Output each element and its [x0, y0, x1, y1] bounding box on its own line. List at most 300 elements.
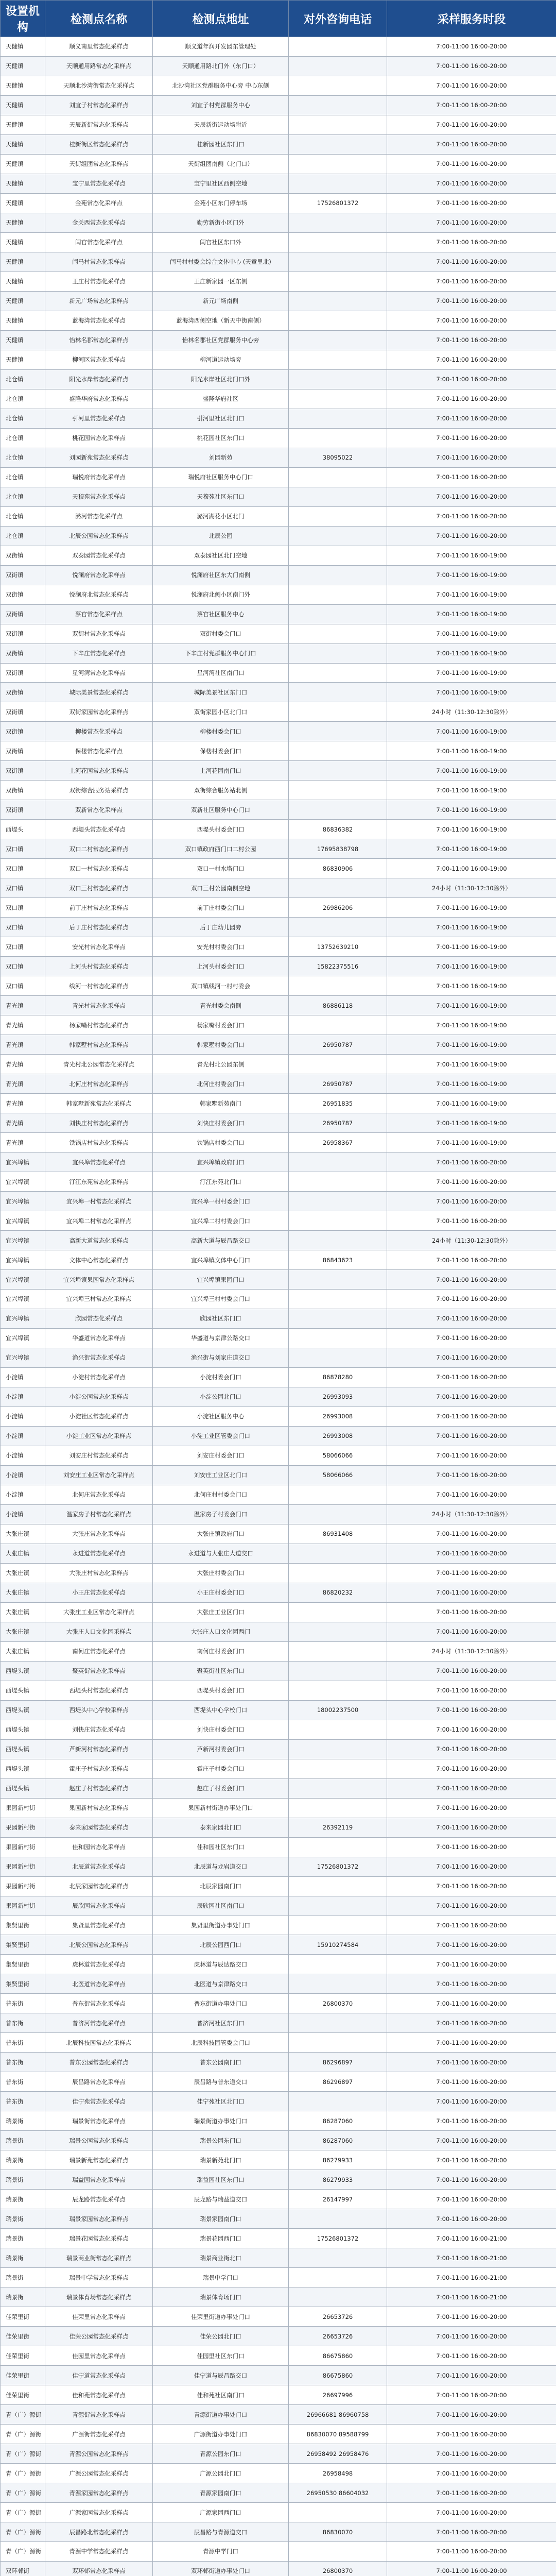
- table-row: [1, 1563, 556, 1583]
- cell-service-hours: 7:00-11:00 16:00-20:00: [387, 134, 556, 154]
- cell-site-name: 大张庄工业区常态化采样点: [45, 1602, 153, 1622]
- cell-service-hours: 7:00-11:00 16:00-20:00: [387, 1857, 556, 1876]
- cell-phone: [289, 330, 387, 350]
- cell-service-hours: 7:00-11:00 16:00-19:00: [387, 761, 556, 781]
- cell-site-address: 小淀工业区管委会门口: [153, 1426, 289, 1446]
- header-row: [1, 1, 556, 37]
- cell-site-address: 青源中学门口: [153, 2542, 289, 2562]
- cell-site-name: 瑞悦府常态化采样点: [45, 467, 153, 487]
- cell-org: 北仓镇: [1, 526, 45, 546]
- table-row: [1, 2033, 556, 2053]
- table-row: [1, 2072, 556, 2092]
- cell-phone: [289, 506, 387, 526]
- cell-phone: 26993093: [289, 1387, 387, 1406]
- cell-service-hours: 7:00-11:00 16:00-20:00: [387, 1955, 556, 1974]
- cell-service-hours: 7:00-11:00 16:00-20:00: [387, 1270, 556, 1290]
- cell-service-hours: 7:00-11:00 16:00-19:00: [387, 820, 556, 839]
- cell-org: 大张庄镇: [1, 1563, 45, 1583]
- cell-site-address: 北何庄村委会门口: [153, 1074, 289, 1094]
- cell-org: 宜兴埠镇: [1, 1250, 45, 1270]
- cell-phone: [289, 1153, 387, 1172]
- cell-service-hours: 7:00-11:00 16:00-20:00: [387, 1524, 556, 1544]
- cell-org: 双街镇: [1, 565, 45, 585]
- cell-org: 天健镇: [1, 76, 45, 95]
- cell-service-hours: 7:00-11:00 16:00-20:00: [387, 115, 556, 134]
- table-row: [1, 1015, 556, 1035]
- cell-site-name: 潞河常态化采样点: [45, 506, 153, 526]
- cell-org: 双街镇: [1, 741, 45, 761]
- cell-service-hours: 7:00-11:00 16:00-19:00: [387, 1113, 556, 1133]
- cell-service-hours: 7:00-11:00 16:00-20:00: [387, 2346, 556, 2366]
- cell-org: 佳荣里街: [1, 2366, 45, 2385]
- table-row: [1, 213, 556, 232]
- cell-site-name: 北辰家园常态化采样点: [45, 1876, 153, 1896]
- cell-org: 佳荣里街: [1, 2307, 45, 2327]
- cell-service-hours: 7:00-11:00 16:00-20:00: [387, 506, 556, 526]
- cell-org: 果园新村街: [1, 1837, 45, 1857]
- cell-org: 集贤里街: [1, 1935, 45, 1955]
- cell-org: 小淀镇: [1, 1367, 45, 1387]
- table-row: [1, 311, 556, 330]
- cell-site-address: 引河里社区北门口: [153, 409, 289, 428]
- cell-phone: [289, 37, 387, 57]
- cell-service-hours: 7:00-11:00 16:00-20:00: [387, 2209, 556, 2229]
- cell-phone: [289, 761, 387, 781]
- table-row: [1, 193, 556, 213]
- cell-site-address: 普东公园南门口: [153, 2053, 289, 2072]
- cell-phone: [289, 976, 387, 996]
- cell-site-name: 青光村北公园常态化采样点: [45, 1055, 153, 1074]
- cell-site-address: 闫马村村委会综合文体中心 (天童里北): [153, 252, 289, 272]
- cell-phone: 86287060: [289, 2111, 387, 2131]
- cell-site-name: 普济河常态化采样点: [45, 2013, 153, 2033]
- cell-site-name: 天穆苑常态化采样点: [45, 487, 153, 506]
- cell-phone: [289, 1778, 387, 1798]
- cell-site-address: 佳宁苑社区北门口: [153, 2092, 289, 2111]
- cell-phone: [289, 918, 387, 937]
- table-row: [1, 663, 556, 683]
- cell-phone: 86836382: [289, 820, 387, 839]
- table-row: [1, 800, 556, 820]
- cell-site-name: 双街综合服务站采样点: [45, 781, 153, 800]
- table-row: [1, 232, 556, 252]
- cell-service-hours: 7:00-11:00 16:00-20:00: [387, 1681, 556, 1700]
- table-row: [1, 1857, 556, 1876]
- cell-org: 双街镇: [1, 643, 45, 663]
- cell-service-hours: 7:00-11:00 16:00-20:00: [387, 2483, 556, 2503]
- cell-site-address: 宜兴埠镇文体中心门口: [153, 1250, 289, 1270]
- cell-site-address: 双口三村公园南侧空地: [153, 878, 289, 898]
- cell-phone: [289, 2033, 387, 2053]
- cell-org: 西堤头镇: [1, 1661, 45, 1681]
- cell-service-hours: 7:00-11:00 16:00-20:00: [387, 428, 556, 448]
- cell-phone: [289, 2268, 387, 2287]
- cell-phone: [289, 311, 387, 330]
- cell-org: 青光镇: [1, 1035, 45, 1055]
- cell-site-address: 天顺通用路北门外（东门口）: [153, 56, 289, 76]
- cell-service-hours: 7:00-11:00 16:00-20:00: [387, 1759, 556, 1778]
- cell-site-address: 大张庄工业区门口: [153, 1602, 289, 1622]
- cell-site-address: 北何庄村村委会门口: [153, 1485, 289, 1504]
- cell-org: 双口镇: [1, 937, 45, 957]
- cell-site-name: 前丁庄村常态化采样点: [45, 898, 153, 918]
- cell-phone: [289, 428, 387, 448]
- cell-service-hours: 7:00-11:00 16:00-21:00: [387, 2268, 556, 2287]
- cell-phone: 86830906: [289, 859, 387, 878]
- cell-service-hours: 7:00-11:00 16:00-20:00: [387, 467, 556, 487]
- cell-org: 天健镇: [1, 272, 45, 291]
- cell-phone: 86279933: [289, 2150, 387, 2170]
- cell-org: 双街镇: [1, 761, 45, 781]
- cell-phone: [289, 1974, 387, 1994]
- table-row: [1, 76, 556, 95]
- cell-site-address: 辰龙路与瑞益道交口: [153, 2190, 289, 2209]
- table-row: [1, 1485, 556, 1504]
- cell-org: 天健镇: [1, 134, 45, 154]
- cell-phone: [289, 1916, 387, 1935]
- cell-service-hours: 7:00-11:00 16:00-20:00: [387, 193, 556, 213]
- cell-phone: [289, 1955, 387, 1974]
- cell-site-name: 大张庄村常态化采样点: [45, 1563, 153, 1583]
- cell-phone: 26958492 26958476: [289, 2444, 387, 2464]
- cell-service-hours: 7:00-11:00 16:00-19:00: [387, 663, 556, 683]
- cell-service-hours: 7:00-11:00 16:00-20:00: [387, 1876, 556, 1896]
- cell-org: 青（广）源街: [1, 2483, 45, 2503]
- cell-site-name: 文体中心常态化采样点: [45, 1250, 153, 1270]
- cell-service-hours: 7:00-11:00 16:00-20:00: [387, 1485, 556, 1504]
- cell-site-address: 双新社区服务中心门口: [153, 800, 289, 820]
- cell-org: 宜兴埠镇: [1, 1172, 45, 1192]
- cell-site-name: 宜兴埠镇果园常态化采样点: [45, 1270, 153, 1290]
- table-row: [1, 1192, 556, 1211]
- cell-phone: [289, 1720, 387, 1739]
- table-row: [1, 1876, 556, 1896]
- cell-phone: 86843623: [289, 1250, 387, 1270]
- cell-phone: [289, 76, 387, 95]
- cell-service-hours: 7:00-11:00 16:00-20:00: [387, 1837, 556, 1857]
- table-row: [1, 937, 556, 957]
- cell-site-name: 阳光水岸常态化采样点: [45, 369, 153, 389]
- cell-site-name: 西堤头中心学校采样点: [45, 1700, 153, 1720]
- cell-org: 北仓镇: [1, 369, 45, 389]
- cell-site-name: 普东公园常态化采样点: [45, 2053, 153, 2072]
- cell-phone: [289, 1485, 387, 1504]
- cell-site-name: 线河一村常态化采样点: [45, 976, 153, 996]
- cell-phone: [289, 56, 387, 76]
- table-row: [1, 1094, 556, 1113]
- cell-service-hours: 7:00-11:00 16:00-20:00: [387, 252, 556, 272]
- cell-phone: [289, 722, 387, 741]
- cell-site-address: 星河湾社区南门口: [153, 663, 289, 683]
- cell-site-address: 汀江东苑北门口: [153, 1172, 289, 1192]
- cell-site-address: 青源公园东门口: [153, 2444, 289, 2464]
- table-row: [1, 115, 556, 134]
- table-row: [1, 761, 556, 781]
- cell-phone: 26147997: [289, 2190, 387, 2209]
- cell-site-name: 佳宁道常态化采样点: [45, 2366, 153, 2385]
- cell-service-hours: 7:00-11:00 16:00-20:00: [387, 2150, 556, 2170]
- cell-org: 双街镇: [1, 781, 45, 800]
- cell-phone: [289, 1270, 387, 1290]
- cell-site-address: 天辰新街运动场附近: [153, 115, 289, 134]
- table-row: [1, 2209, 556, 2229]
- cell-site-name: 辰昌路北常态化采样点: [45, 2522, 153, 2542]
- table-row: [1, 2190, 556, 2209]
- cell-site-name: 瑞景街常态化采样点: [45, 2111, 153, 2131]
- cell-site-name: 果园新村常态化采样点: [45, 1798, 153, 1818]
- cell-org: 青（广）源街: [1, 2425, 45, 2444]
- cell-site-name: 小淀工业区常态化采样点: [45, 1426, 153, 1446]
- cell-service-hours: 7:00-11:00 16:00-20:00: [387, 2385, 556, 2405]
- cell-org: 天健镇: [1, 115, 45, 134]
- cell-site-name: 瑞景花园常态化采样点: [45, 2229, 153, 2248]
- cell-phone: [289, 1328, 387, 1348]
- cell-site-address: 怡林名郡社区党群服务中心旁: [153, 330, 289, 350]
- table-row: [1, 1974, 556, 1994]
- table-row: [1, 134, 556, 154]
- cell-site-address: 北辰公园西门口: [153, 1935, 289, 1955]
- cell-service-hours: 7:00-11:00 16:00-20:00: [387, 487, 556, 506]
- table-row: [1, 428, 556, 448]
- cell-site-address: 北医道与京津路交口: [153, 1974, 289, 1994]
- cell-site-name: 刘宜子村常态化采样点: [45, 95, 153, 115]
- cell-service-hours: 7:00-11:00 16:00-20:00: [387, 448, 556, 467]
- cell-site-name: 韩家墅村常态化采样点: [45, 1035, 153, 1055]
- cell-service-hours: 24小时（11:30-12:30除外）: [387, 878, 556, 898]
- cell-service-hours: 7:00-11:00 16:00-20:00: [387, 1583, 556, 1602]
- cell-service-hours: 7:00-11:00 16:00-20:00: [387, 330, 556, 350]
- table-row: [1, 369, 556, 389]
- header-site-address: 检测点地址: [153, 1, 289, 37]
- cell-site-address: 大张庄人口文化园西门: [153, 1622, 289, 1641]
- cell-org: 双口镇: [1, 839, 45, 859]
- cell-org: 北仓镇: [1, 448, 45, 467]
- cell-org: 集贤里街: [1, 1916, 45, 1935]
- table-row: [1, 2131, 556, 2150]
- cell-service-hours: 7:00-11:00 16:00-19:00: [387, 781, 556, 800]
- table-row: [1, 1211, 556, 1231]
- table-row: [1, 1583, 556, 1602]
- cell-service-hours: 7:00-11:00 16:00-20:00: [387, 2522, 556, 2542]
- cell-org: 小淀镇: [1, 1426, 45, 1446]
- cell-org: 瑞景街: [1, 2170, 45, 2190]
- cell-site-name: 北何庄常态化采样点: [45, 1485, 153, 1504]
- table-row: [1, 467, 556, 487]
- cell-service-hours: 7:00-11:00 16:00-20:00: [387, 56, 556, 76]
- cell-site-address: 瑞景中学门口: [153, 2268, 289, 2287]
- cell-site-name: 西堤头村常态化采样点: [45, 1681, 153, 1700]
- cell-org: 瑞景街: [1, 2150, 45, 2170]
- cell-service-hours: 24小时（11:30-12:30除外）: [387, 1231, 556, 1250]
- cell-site-name: 宜兴埠常态化采样点: [45, 1153, 153, 1172]
- cell-service-hours: 7:00-11:00 16:00-20:00: [387, 2405, 556, 2425]
- cell-phone: [289, 2013, 387, 2033]
- cell-service-hours: 7:00-11:00 16:00-20:00: [387, 1896, 556, 1916]
- cell-phone: [289, 585, 387, 604]
- cell-site-name: 后丁庄村常态化采样点: [45, 918, 153, 937]
- cell-service-hours: 7:00-11:00 16:00-19:00: [387, 957, 556, 976]
- cell-site-address: 佳荣公园北门口: [153, 2327, 289, 2346]
- cell-phone: 26392119: [289, 1818, 387, 1837]
- cell-org: 大张庄镇: [1, 1602, 45, 1622]
- cell-site-address: 广源公园北门口: [153, 2464, 289, 2483]
- table-row: [1, 2327, 556, 2346]
- cell-site-address: 瑞景街道办事处门口: [153, 2111, 289, 2131]
- cell-phone: [289, 624, 387, 643]
- cell-org: 果园新村街: [1, 1857, 45, 1876]
- cell-service-hours: 7:00-11:00 16:00-20:00: [387, 232, 556, 252]
- cell-site-address: 瑞景体育场门口: [153, 2287, 289, 2307]
- cell-phone: [289, 683, 387, 702]
- cell-site-address: 芦新河村委会门口: [153, 1739, 289, 1759]
- cell-site-address: 赵庄子村委会门口: [153, 1778, 289, 1798]
- cell-site-address: 天穆苑社区东门口: [153, 487, 289, 506]
- cell-phone: [289, 115, 387, 134]
- cell-site-address: 佳荣里街道办事处门口: [153, 2307, 289, 2327]
- cell-phone: [289, 2287, 387, 2307]
- cell-org: 青（广）源街: [1, 2542, 45, 2562]
- cell-site-name: 天顺北沙湾街常态化采样点: [45, 76, 153, 95]
- cell-phone: 26950530 86604032: [289, 2483, 387, 2503]
- cell-site-address: 佳和苑社区南门口: [153, 2385, 289, 2405]
- cell-org: 天健镇: [1, 252, 45, 272]
- table-row: [1, 2111, 556, 2131]
- cell-site-name: 温家房子村常态化采样点: [45, 1504, 153, 1524]
- cell-service-hours: 7:00-11:00 16:00-19:00: [387, 918, 556, 937]
- cell-site-address: 瑞景花园西门口: [153, 2229, 289, 2248]
- cell-org: 青（广）源街: [1, 2464, 45, 2483]
- cell-service-hours: 7:00-11:00 16:00-19:00: [387, 1094, 556, 1113]
- cell-phone: [289, 487, 387, 506]
- cell-service-hours: 7:00-11:00 16:00-19:00: [387, 585, 556, 604]
- cell-site-name: 双口一村常态化采样点: [45, 859, 153, 878]
- table-row: [1, 272, 556, 291]
- cell-service-hours: 7:00-11:00 16:00-19:00: [387, 976, 556, 996]
- cell-phone: [289, 663, 387, 683]
- cell-site-name: 双口三村常态化采样点: [45, 878, 153, 898]
- cell-service-hours: 7:00-11:00 16:00-20:00: [387, 1818, 556, 1837]
- cell-service-hours: 7:00-11:00 16:00-20:00: [387, 1153, 556, 1172]
- cell-site-address: 阳光水岸社区北门口外: [153, 369, 289, 389]
- cell-site-address: 盛隆华府社区: [153, 389, 289, 409]
- cell-service-hours: 7:00-11:00 16:00-20:00: [387, 1328, 556, 1348]
- cell-service-hours: 7:00-11:00 16:00-20:00: [387, 409, 556, 428]
- table-row: [1, 722, 556, 741]
- cell-site-name: 北何庄村常态化采样点: [45, 1074, 153, 1094]
- table-row: [1, 2522, 556, 2542]
- table-row: [1, 2229, 556, 2248]
- cell-site-address: 小淀公园北门口: [153, 1387, 289, 1406]
- cell-site-address: 保楼村委会门口: [153, 741, 289, 761]
- cell-site-address: 集贤里街道办事处门口: [153, 1916, 289, 1935]
- cell-phone: [289, 546, 387, 565]
- cell-service-hours: 7:00-11:00 16:00-20:00: [387, 37, 556, 57]
- cell-site-name: 刘快庄村常态化采样点: [45, 1113, 153, 1133]
- cell-phone: 26800370: [289, 2561, 387, 2576]
- cell-service-hours: 7:00-11:00 16:00-20:00: [387, 1172, 556, 1192]
- cell-site-name: 蔡官常态化采样点: [45, 604, 153, 624]
- cell-site-name: 安光村常态化采样点: [45, 937, 153, 957]
- cell-site-name: 高新大道常态化采样点: [45, 1231, 153, 1250]
- cell-site-address: 刘快庄村委会门口: [153, 1113, 289, 1133]
- cell-org: 双口镇: [1, 957, 45, 976]
- table-row: [1, 957, 556, 976]
- cell-org: 宜兴埠镇: [1, 1290, 45, 1309]
- cell-phone: [289, 272, 387, 291]
- cell-org: 双环邨街: [1, 2561, 45, 2576]
- table-row: [1, 1270, 556, 1290]
- cell-site-address: 蓝海湾西侧空地（新天中街南侧）: [153, 311, 289, 330]
- cell-site-address: 韩家墅新苑南门: [153, 1094, 289, 1113]
- cell-org: 天健镇: [1, 291, 45, 311]
- cell-service-hours: 7:00-11:00 16:00-20:00: [387, 2111, 556, 2131]
- cell-org: 天健镇: [1, 232, 45, 252]
- cell-site-name: 柳楼常态化采样点: [45, 722, 153, 741]
- cell-org: 青（广）源街: [1, 2522, 45, 2542]
- cell-phone: [289, 1504, 387, 1524]
- table-row: [1, 526, 556, 546]
- table-row: [1, 2150, 556, 2170]
- cell-service-hours: 7:00-11:00 16:00-20:00: [387, 2190, 556, 2209]
- cell-site-name: 天辰新街常态化采样点: [45, 115, 153, 134]
- cell-service-hours: 7:00-11:00 16:00-20:00: [387, 1250, 556, 1270]
- cell-site-address: 闫官社区东口外: [153, 232, 289, 252]
- cell-site-name: 瑞景家园常态化采样点: [45, 2209, 153, 2229]
- cell-phone: 15910274584: [289, 1935, 387, 1955]
- cell-service-hours: 7:00-11:00 16:00-19:00: [387, 839, 556, 859]
- cell-phone: [289, 1290, 387, 1309]
- cell-service-hours: 7:00-11:00 16:00-20:00: [387, 76, 556, 95]
- table-row: [1, 1250, 556, 1270]
- table-row: [1, 546, 556, 565]
- cell-site-name: 小淀公园常态化采样点: [45, 1387, 153, 1406]
- cell-site-address: 瑞景家园南门口: [153, 2209, 289, 2229]
- cell-org: 双街镇: [1, 604, 45, 624]
- cell-service-hours: 7:00-11:00 16:00-20:00: [387, 1290, 556, 1309]
- cell-service-hours: 7:00-11:00 16:00-20:00: [387, 2366, 556, 2385]
- cell-site-name: 南何庄常态化采样点: [45, 1641, 153, 1661]
- cell-site-name: 杨家嘴村常态化采样点: [45, 1015, 153, 1035]
- cell-org: 青光镇: [1, 1113, 45, 1133]
- cell-site-name: 大张庄常态化采样点: [45, 1524, 153, 1544]
- cell-org: 宜兴埠镇: [1, 1153, 45, 1172]
- cell-phone: [289, 1837, 387, 1857]
- table-row: [1, 1074, 556, 1094]
- cell-service-hours: 7:00-11:00 16:00-20:00: [387, 1661, 556, 1681]
- cell-org: 天健镇: [1, 193, 45, 213]
- cell-service-hours: 7:00-11:00 16:00-20:00: [387, 2503, 556, 2522]
- table-row: [1, 859, 556, 878]
- table-row: [1, 643, 556, 663]
- cell-phone: [289, 134, 387, 154]
- cell-service-hours: 7:00-11:00 16:00-19:00: [387, 1133, 556, 1153]
- cell-site-address: 北沙湾社区党群服务中心旁 中心东侧: [153, 76, 289, 95]
- cell-org: 小淀镇: [1, 1504, 45, 1524]
- cell-site-address: 虎林道与辰达路交口: [153, 1955, 289, 1974]
- cell-site-address: 刘宜子村党群服务中心: [153, 95, 289, 115]
- cell-phone: [289, 781, 387, 800]
- cell-service-hours: 7:00-11:00 16:00-20:00: [387, 1544, 556, 1563]
- cell-org: 瑞景街: [1, 2248, 45, 2268]
- cell-org: 北仓镇: [1, 428, 45, 448]
- cell-service-hours: 7:00-11:00 16:00-20:00: [387, 2033, 556, 2053]
- cell-phone: [289, 800, 387, 820]
- table-row: [1, 741, 556, 761]
- cell-site-address: 双环邨街道办事处门口: [153, 2561, 289, 2576]
- cell-org: 双口镇: [1, 859, 45, 878]
- cell-site-name: 铁锅店村常态化采样点: [45, 1133, 153, 1153]
- cell-org: 普东街: [1, 2053, 45, 2072]
